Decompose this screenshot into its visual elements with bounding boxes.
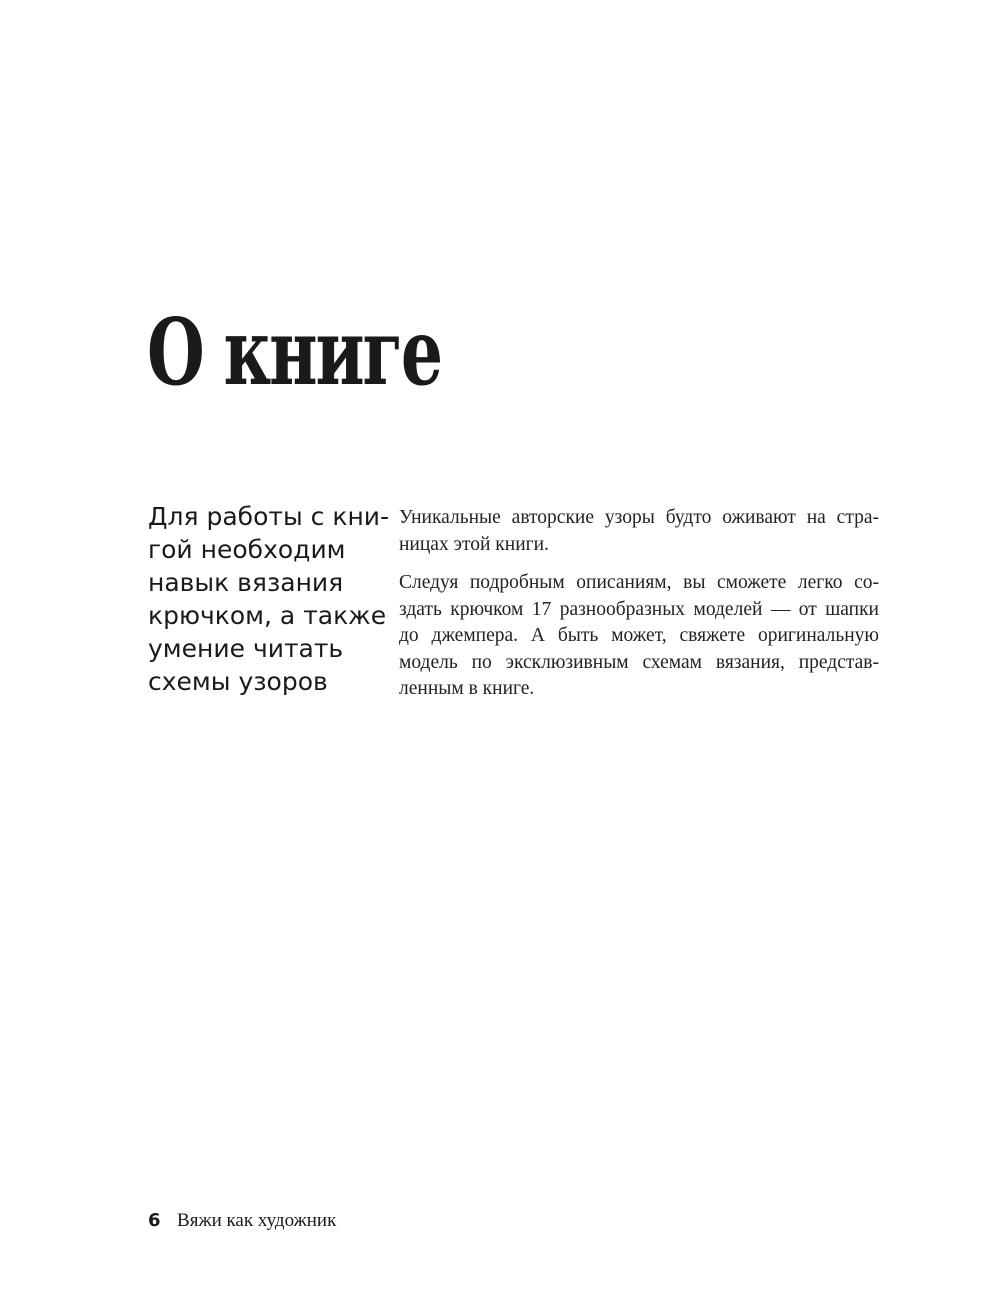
lead-line: навык вязания [148,568,344,597]
page-number: 6 [148,1210,161,1231]
page-title: О книге [147,298,441,406]
paragraph-line: модель по эксклюзивным схемам вязания, представ- [399,651,879,673]
paragraph-line: Следуя подробным описаниям, вы сможете легко со- [399,572,879,593]
paragraph-line: ницах этой книги. [399,533,549,555]
lead-line: крючком, а также [148,601,387,630]
paragraph-intro [399,505,879,558]
lead-line: схемы узоров [148,667,328,696]
running-title: Вяжи как художник [177,1210,337,1231]
paragraph-details [399,570,879,703]
lead-line: гой необходим [148,535,346,564]
lead-line: умение читать [148,634,344,663]
paragraph-line: здать крючком 17 разнообразных моделей — от шапки [399,598,879,620]
page-footer [148,1208,336,1233]
body-text [399,505,879,715]
lead-text [148,500,390,698]
paragraph-line: ленным в книге. [399,678,535,699]
paragraph-line: до джемпера. А быть может, свяжете оригинальную [399,625,879,646]
lead-line: Для работы с кни- [148,502,390,531]
paragraph-line: Уникальные авторские узоры будто оживают на стра- [399,507,879,528]
